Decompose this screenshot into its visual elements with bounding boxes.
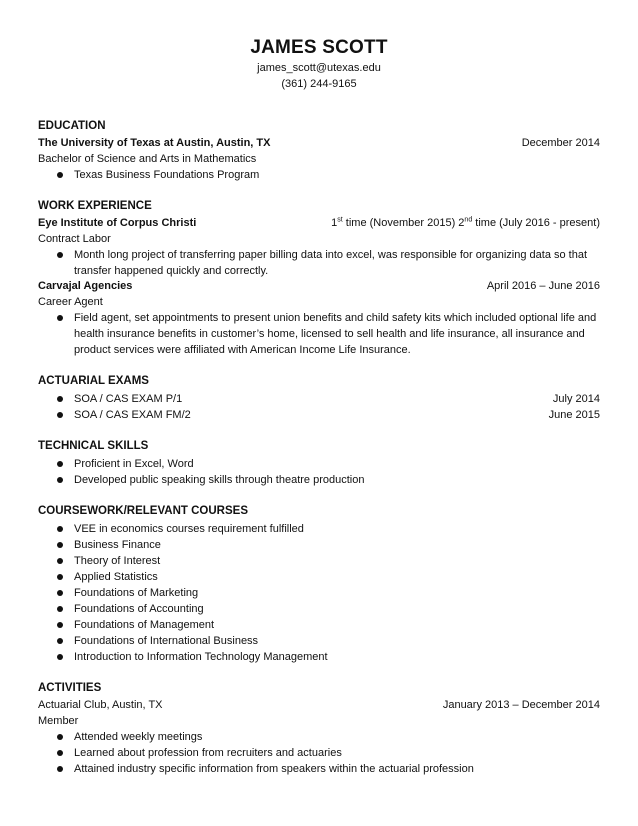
activities-section xyxy=(38,680,600,777)
list-item: Introduction to Information Technology Management xyxy=(38,649,600,665)
courses-list xyxy=(38,521,600,665)
exams-section xyxy=(38,373,600,423)
skills-section xyxy=(38,438,600,488)
list-item xyxy=(38,391,600,407)
list-item: Foundations of Accounting xyxy=(38,601,600,617)
resume-header xyxy=(38,36,600,92)
work-title: WORK EXPERIENCE xyxy=(38,200,152,212)
school-name: The University of Texas at Austin, Austin, TX xyxy=(38,137,271,149)
job-header-row xyxy=(38,216,600,232)
job-role: Career Agent xyxy=(38,295,103,308)
email-address: james_scott@utexas.edu xyxy=(257,62,381,74)
job-dates: 1st time (November 2015) 2nd time (July 2016 - present) xyxy=(331,216,600,229)
exam-name: SOA / CAS EXAM P/1 xyxy=(74,393,183,405)
list-item: Attended weekly meetings xyxy=(38,729,600,745)
list-item: Texas Business Foundations Program xyxy=(38,167,600,183)
skills-title: TECHNICAL SKILLS xyxy=(38,440,149,452)
exams-list xyxy=(38,391,600,423)
skills-list xyxy=(38,456,600,488)
list-item xyxy=(38,407,600,423)
candidate-name: JAMES SCOTT xyxy=(250,37,388,58)
list-item: Learned about profession from recruiters and actuaries xyxy=(38,745,600,761)
activities-list xyxy=(38,729,600,777)
courses-title: COURSEWORK/RELEVANT COURSES xyxy=(38,505,248,517)
list-item: Theory of Interest xyxy=(38,553,600,569)
list-item: Month long project of transferring paper billing data into excel, was responsible for organizing data so that transfer happened quickly and correctly. xyxy=(38,247,600,279)
list-item: Foundations of Management xyxy=(38,617,600,633)
activity-header-row xyxy=(38,698,600,714)
job-header-row xyxy=(38,279,600,295)
job-dates: April 2016 – June 2016 xyxy=(486,280,600,292)
courses-section xyxy=(38,503,600,665)
activity-dates: January 2013 – December 2014 xyxy=(442,699,600,711)
education-title: EDUCATION xyxy=(38,120,106,132)
job-bullets xyxy=(38,310,600,358)
exam-date: July 2014 xyxy=(552,393,600,405)
graduation-date: December 2014 xyxy=(521,137,600,149)
exam-name: SOA / CAS EXAM FM/2 xyxy=(74,409,191,421)
degree: Bachelor of Science and Arts in Mathematics xyxy=(38,152,257,165)
job-bullets xyxy=(38,247,600,279)
activity-role: Member xyxy=(38,714,79,727)
job-role: Contract Labor xyxy=(38,232,111,245)
list-item: Proficient in Excel, Word xyxy=(38,456,600,472)
list-item: Attained industry specific information from speakers within the actuarial profession xyxy=(38,761,600,777)
list-item: Foundations of International Business xyxy=(38,633,600,649)
education-section xyxy=(38,118,600,183)
employer-name: Carvajal Agencies xyxy=(38,280,133,292)
employer-name: Eye Institute of Corpus Christi xyxy=(38,217,197,229)
phone-number: (361) 244-9165 xyxy=(281,78,357,90)
list-item: Applied Statistics xyxy=(38,569,600,585)
list-item: Foundations of Marketing xyxy=(38,585,600,601)
list-item: Developed public speaking skills through theatre production xyxy=(38,472,600,488)
activities-title: ACTIVITIES xyxy=(38,682,102,694)
list-item: Business Finance xyxy=(38,537,600,553)
exam-date: June 2015 xyxy=(548,409,600,421)
resume-page xyxy=(38,36,600,777)
list-item: Field agent, set appointments to present union benefits and child safety kits which included optional life and health insurance benefits in customer’s home, licensed to sell health and life insurance, all insurance and product services were affiliated with American Income Life Insurance. xyxy=(38,310,600,358)
exams-title: ACTUARIAL EXAMS xyxy=(38,375,149,387)
organization-name: Actuarial Club, Austin, TX xyxy=(38,699,163,711)
education-school-row xyxy=(38,136,600,152)
work-section xyxy=(38,198,600,358)
education-bullets xyxy=(38,167,600,183)
list-item: VEE in economics courses requirement fulfilled xyxy=(38,521,600,537)
